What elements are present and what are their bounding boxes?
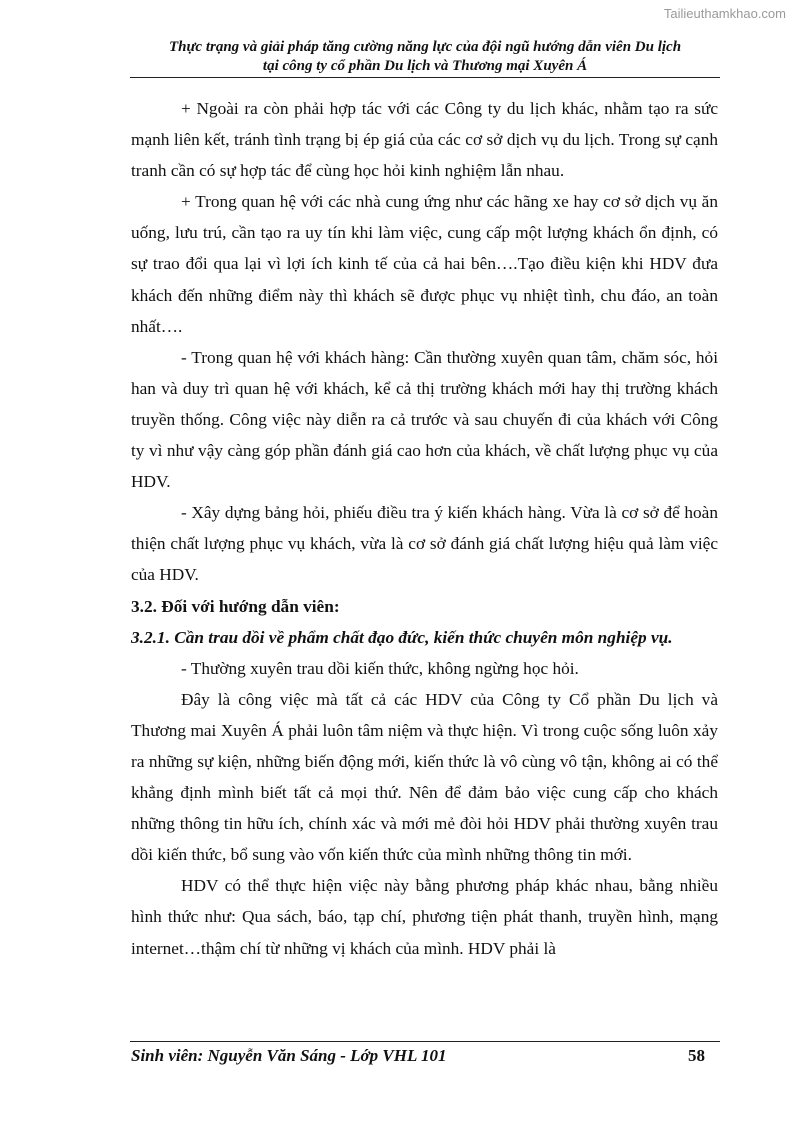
paragraph-knowledge: - Thường xuyên trau dồi kiến thức, không ngừng học hỏi.	[181, 658, 579, 678]
section-heading: 3.2. Đối với hướng dẫn viên:	[131, 596, 340, 616]
footer-author: Sinh viên: Nguyễn Văn Sáng - Lớp VHL 101	[131, 1046, 447, 1065]
page-number: 58	[688, 1046, 705, 1065]
paragraph-cooperation: + Ngoài ra còn phải hợp tác với các Công ty du lịch khác, nhằm tạo ra sức mạnh liên kết, tránh tình trạng bị ép giá của các cơ sở dịch vụ du lịch. Trong sự cạnh tranh cần có sự hợp tác để cùng học hỏi kinh nghiệm lẫn nhau.	[131, 99, 718, 181]
paragraph-suppliers: + Trong quan hệ với các nhà cung ứng như các hãng xe hay cơ sở dịch vụ ăn uống, lưu trú, cần tạo ra uy tín khi làm việc, cung cấp một lượng khách ổn định, có sự trao đổi qua lại vì lợi ích kinh tế của cả hai bên….Tạo điều kiện khi HDV đưa khách đến những điểm này thì khách sẽ được phục vụ nhiệt tình, chu đáo, an toàn nhất….	[131, 192, 718, 336]
paragraph-methods: HDV có thể thực hiện việc này bằng phương pháp khác nhau, bằng nhiều hình thức như: Qua sách, báo, tạp chí, phương tiện phát thanh, truyền hình, mạng internet…thậm chí từ những vị khách của mình. HDV phải là	[131, 876, 718, 958]
header-line-2: tại công ty cổ phần Du lịch và Thương mại Xuyên Á	[262, 58, 588, 74]
running-header	[130, 38, 720, 76]
footer-divider	[130, 1041, 720, 1042]
paragraph-survey: - Xây dựng bảng hỏi, phiếu điều tra ý kiến khách hàng. Vừa là cơ sở để hoàn thiện chất lượng phục vụ khách, vừa là cơ sở đánh giá chất lượng hiệu quả làm việc của HDV.	[131, 503, 718, 585]
document-body	[131, 93, 718, 964]
paragraph-customers: - Trong quan hệ với khách hàng: Cần thường xuyên quan tâm, chăm sóc, hỏi han và duy trì quan hệ với khách, kể cả thị trường khách mới hay thị trường khách truyền thống. Công việc này diễn ra cả trước và sau chuyến đi của khách với Công ty vì như vậy càng góp phần đánh giá cao hơn của khách, về chất lượng phục vụ của HDV.	[131, 347, 718, 492]
header-line-1: Thực trạng và giải pháp tăng cường năng lực của đội ngũ hướng dẫn viên Du lịch	[168, 39, 682, 55]
header-divider	[130, 77, 720, 78]
paragraph-explanation: Đây là công việc mà tất cả các HDV của Công ty Cổ phần Du lịch và Thương mai Xuyên Á phải luôn tâm niệm và thực hiện. Vì trong cuộc sống luôn xảy ra những sự kiện, những biến động mới, kiến thức là vô cùng vô tận, không ai có thể khẳng định mình biết tất cả mọi thứ. Nên để đảm bảo việc cung cấp cho khách những thông tin hữu ích, chính xác và mới mẻ đòi hỏi HDV phải thường xuyên trau dồi kiến thức, bổ sung vào vốn kiến thức của mình những thông tin mới.	[131, 689, 718, 865]
watermark: Tailieuthamkhao.com	[663, 6, 786, 21]
subsection-heading: 3.2.1. Cần trau dồi về phẩm chất đạo đức, kiến thức chuyên môn nghiệp vụ.	[131, 627, 673, 647]
